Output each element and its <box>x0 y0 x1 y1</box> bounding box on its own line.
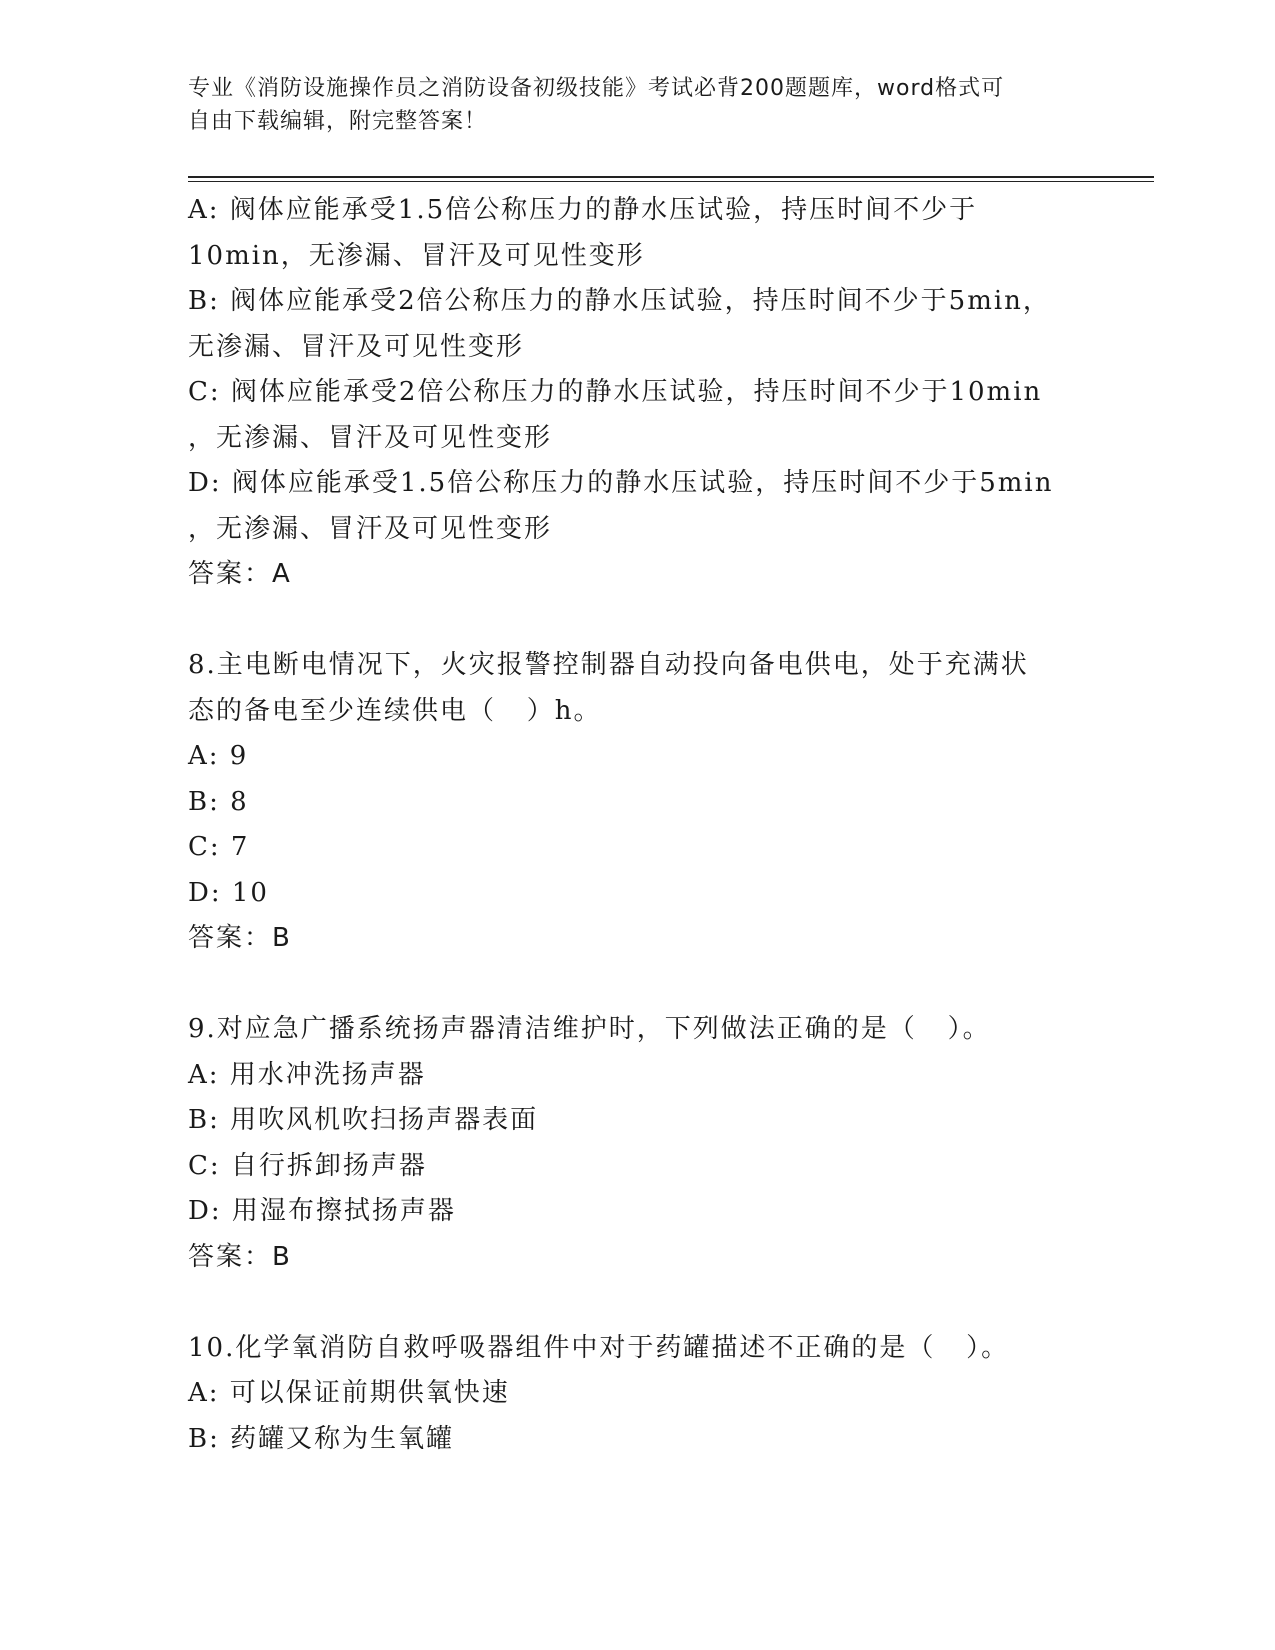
spacer <box>188 962 1088 1008</box>
option-d-line-2: ，无渗漏、冒汗及可见性变形 <box>188 513 553 544</box>
question-7 <box>188 188 1088 598</box>
option-a-line-2: 10min，无渗漏、冒汗及可见性变形 <box>188 240 645 271</box>
spacer <box>188 598 1088 644</box>
option-d: D: 10 <box>188 877 269 908</box>
option-c: C: 自行拆卸扬声器 <box>188 1150 427 1181</box>
question-stem-line-1: 8.主电断电情况下，火灾报警控制器自动投向备电供电，处于充满状 <box>188 650 1029 680</box>
option-b-line-1: B: 阀体应能承受2倍公称压力的静水压试验，持压时间不少于5min， <box>188 286 1051 316</box>
document-header <box>188 72 1088 138</box>
option-c-line-1: C: 阀体应能承受2倍公称压力的静水压试验，持压时间不少于10min <box>188 377 1043 407</box>
header-divider-thin <box>188 181 1154 182</box>
question-9 <box>188 1007 1088 1280</box>
answer: 答案：A <box>188 559 292 589</box>
option-c: C: 7 <box>188 832 250 862</box>
answer: 答案：B <box>188 923 292 953</box>
question-stem: 10.化学氧消防自救呼吸器组件中对于药罐描述不正确的是（ ）。 <box>188 1332 1010 1363</box>
option-b: B: 用吹风机吹扫扬声器表面 <box>188 1105 539 1135</box>
question-8 <box>188 643 1088 962</box>
header-line-1: 专业《消防设施操作员之消防设备初级技能》考试必背200题题库，word格式可 <box>188 76 1005 101</box>
question-stem-line-2: 态的备电至少连续供电（ ）h。 <box>188 695 602 726</box>
option-b: B: 药罐又称为生氧罐 <box>188 1423 455 1454</box>
question-list <box>188 188 1088 1462</box>
answer: 答案：B <box>188 1241 292 1272</box>
option-b-line-2: 无渗漏、冒汗及可见性变形 <box>188 331 525 362</box>
option-d: D: 用湿布擦拭扬声器 <box>188 1196 456 1226</box>
option-c-line-2: ，无渗漏、冒汗及可见性变形 <box>188 422 553 453</box>
question-10 <box>188 1326 1088 1463</box>
spacer <box>188 1280 1088 1326</box>
option-b: B: 8 <box>188 786 249 817</box>
option-a: A: 9 <box>188 741 249 771</box>
header-divider-thick <box>188 176 1154 178</box>
option-a: A: 用水冲洗扬声器 <box>188 1059 426 1090</box>
option-a-line-1: A: 阀体应能承受1.5倍公称压力的静水压试验，持压时间不少于 <box>188 195 978 225</box>
option-d-line-1: D: 阀体应能承受1.5倍公称压力的静水压试验，持压时间不少于5min <box>188 468 1054 498</box>
question-stem: 9.对应急广播系统扬声器清洁维护时，下列做法正确的是（ ）。 <box>188 1014 991 1044</box>
option-a: A: 可以保证前期供氧快速 <box>188 1378 510 1408</box>
header-line-2: 自由下载编辑，附完整答案！ <box>188 109 488 134</box>
